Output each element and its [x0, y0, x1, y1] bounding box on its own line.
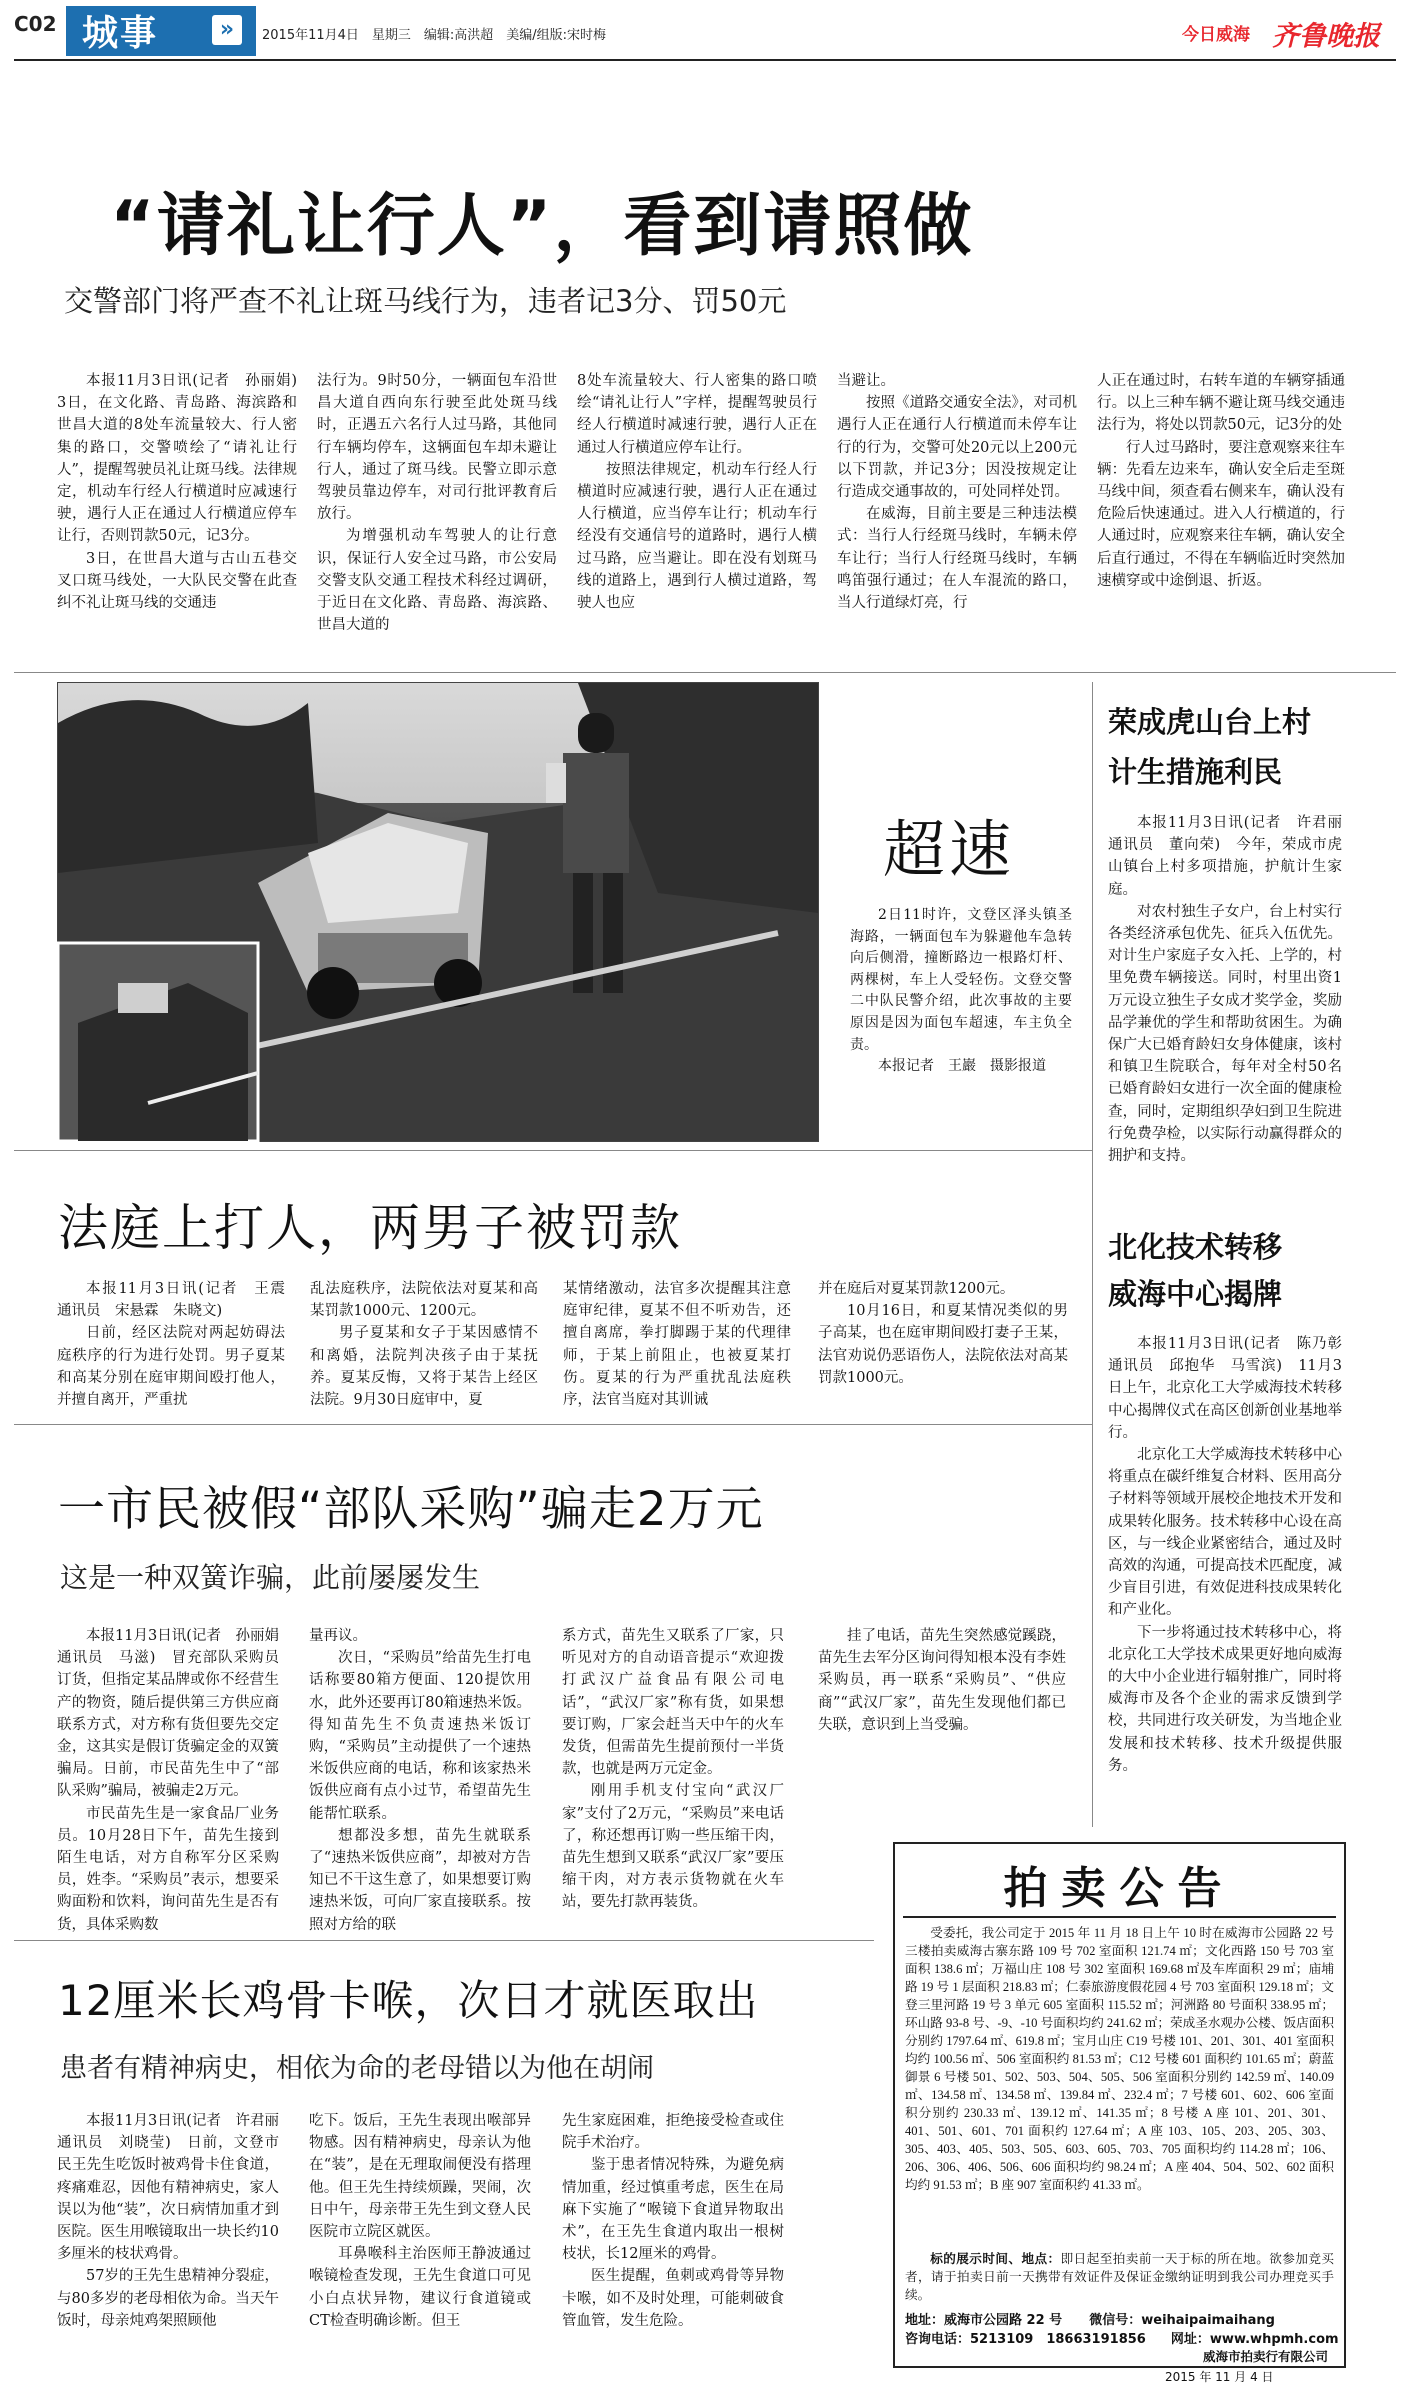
address-label: 地址：	[905, 2313, 945, 2328]
court-paragraph: 日前，经区法院对两起妨碍法庭秩序的行为进行处罚。男子夏某和高某分别在庭审期间殴打他人，并擅自离开，严重扰	[57, 1325, 285, 1409]
court-column-1	[57, 1278, 300, 1413]
lead-paragraph: 3日，在世昌大道与古山五巷交叉口斑马线处，一大队民交警在此查纠不礼让斑马线的交通违	[57, 550, 297, 612]
rongcheng-headline-2: 计生措施利民	[1108, 755, 1283, 789]
chicken-subhead: 患者有精神病史，相依为命的老母错以为他在胡闹	[60, 2053, 654, 2084]
lead-paragraph: 按照《道路交通安全法》，对司机遇行人正在通行人行横道而未停车让行的行为，交警可处20元以上200元以下罚款，并记3分；因没按规定让行造成交通事故的，可处同样处罚。	[837, 395, 1077, 501]
fraud-paragraph: 系方式，苗先生又联系了厂家，只听见对方的自动语音提示“欢迎拨打武汉广益食品有限公司电话”，“武汉厂家”称有货，如果想要订购，厂家会赶当天中午的火车发货，但需苗先生提前预付一半货款，也就是两万元定金。	[562, 1628, 784, 1778]
chicken-paragraph: 吃下。饭后，王先生表现出喉部异物感。因有精神病史，母亲认为他在“装”，是在无理取闹便没有搭理他。但王先生持续烦躁，哭闹，次日中午，母亲带王先生到文登人民医院市立院区就医。	[309, 2113, 531, 2241]
lead-column-4	[837, 370, 1077, 665]
fraud-paragraph: 想都没多想，苗先生就联系了“速热米饭供应商”，却被对方告知已不干这生意了，如果想要订购速热米饭，可向厂家直接联系。按照对方给的联	[309, 1827, 531, 1933]
beihua-paragraph: 本报11月3日讯(记者 陈乃彰 通讯员 邱抱华 马雪滨) 11月3日上午，北京化工大学威海技术转移中心揭牌仪式在高区创新创业基地举行。	[1108, 1336, 1357, 1441]
website-value[interactable]: www.whpmh.com	[1209, 2332, 1339, 2347]
court-paragraph: 并在庭后对夏某罚款1200元。	[818, 1281, 1015, 1297]
chicken-paragraph: 医生提醒，鱼刺或鸡骨等异物卡喉，如不及时处理，可能刺破食管血管，发生危险。	[562, 2268, 784, 2329]
section-divider	[14, 1424, 1092, 1425]
caption-credit: 本报记者 王巖 摄影报道	[878, 1058, 1046, 1075]
lead-paragraph: 本报11月3日讯(记者 孙丽娟) 3日，在文化路、青岛路、海滨路和世昌大道的8处车流量较大、行人密集的路口，交警喷绘了“请礼让行人”，提醒驾驶员礼让斑马线。法律规定，机动车行经人行横道时应减速行驶，遇行人正在通过人行横道应停车让行，否则罚款50元，记3分。	[57, 373, 312, 545]
rongcheng-headline-1: 荣成虎山台上村	[1108, 705, 1312, 739]
lead-paragraph: 按照法律规定，机动车行经人行横道时应减速行驶，遇行人正在通过人行横道，应当停车让行；机动车行经没有交通信号的道路时，遇行人横过马路，应当避让。即在没有划斑马线的道路上，遇到行人横过道路，驾驶人也应	[577, 461, 817, 612]
lead-subhead: 交警部门将严查不礼让斑马线行为，违者记3分、罚50元	[64, 284, 787, 318]
lead-column-5	[1097, 370, 1345, 665]
lead-paragraph: 在威海，目前主要是三种违法模式：当行人行经斑马线时，车辆未停车让行；当行人行经斑马线时，车辆鸣笛强行通过；在人车混流的路口，当人行道绿灯亮，行	[837, 506, 1077, 612]
court-column-3	[563, 1278, 791, 1413]
court-column-4	[818, 1278, 1068, 1413]
chicken-paragraph: 本报11月3日讯(记者 许君丽 通讯员 刘晓莹) 日前，文登市民王先生吃饭时被鸡骨卡住食道，疼痛难忍，因他有精神病史，家人误以为他“装”，次日病情加重才到医院。医生用喉镜取出一块长约10多厘米的枝状鸡骨。	[57, 2113, 294, 2263]
court-paragraph: 本报11月3日讯(记者 王震 通讯员 宋悬霖 朱晓文)	[57, 1281, 300, 1320]
speeding-caption	[850, 905, 1072, 1135]
rongcheng-paragraph: 对农村独生子女户，台上村实行各类经济承包优先、征兵入伍优先。对计生户家庭子女入托、上学的，村里免费车辆接送。同时，村里出资1万元设立独生子女成才奖学金，奖励品学兼优的学生和帮助贫困生。为确保广大已婚育龄妇女身体健康，该村和镇卫生院联合，每年对全村50名已婚育龄妇女进行一次全面的健康检查，同时，定期组织孕妇到卫生院进行免费孕检，以实际行动赢得群众的拥护和支持。	[1108, 903, 1342, 1165]
chicken-headline: 12厘米长鸡骨卡喉，次日才就医取出	[58, 1976, 759, 2025]
lead-column-2	[317, 370, 557, 665]
fraud-column-4	[818, 1625, 1066, 1785]
auction-title-rule	[903, 1916, 1336, 1918]
lead-paragraph: 为增强机动车驾驶人的让行意识，保证行人安全过马路，市公安局交警支队交通工程技术科经过调研，于近日在文化路、青岛路、海滨路、世昌大道的	[317, 528, 557, 634]
beihua-paragraph: 下一步将通过技术转移中心，将北京化工大学技术成果更好地向威海的大中小企业进行辐射推广，同时将威海市及各个企业的需求反馈到学校，共同进行攻关研发，为当地企业发展和技术转移、技术升级提供服务。	[1108, 1624, 1342, 1774]
phone-label: 咨询电话：	[905, 2332, 971, 2347]
beihua-body	[1108, 1333, 1357, 1818]
accident-photo	[57, 682, 819, 1142]
beihua-headline-2: 威海中心揭牌	[1108, 1277, 1283, 1311]
chicken-paragraph: 先生家庭困难，拒绝接受检查或住院手术治疗。	[562, 2113, 784, 2152]
section-divider	[14, 1940, 874, 1941]
right-column-divider	[1092, 682, 1093, 1827]
auction-notice	[893, 1842, 1346, 2368]
auction-exhibit-text: 即日起至拍卖前一天于标的所在地。欲参加竞买者，请于拍卖日前一天携带有效证件及保证金缴纳证明到我公司办理竞买手续。	[905, 2252, 1335, 2302]
website-label: 网址：	[1170, 2332, 1210, 2347]
fraud-paragraph: 次日，“采购员”给苗先生打电话称要80箱方便面、120提饮用水，此外还要再订80箱速热米饭。得知苗先生不负责速热米饭订购，“采购员”主动提供了一个速热米饭供应商的电话，称和该家热米饭供应商有点小过节，希望苗先生能帮忙联系。	[309, 1650, 531, 1822]
chicken-paragraph: 57岁的王先生患精神分裂症，与80多岁的老母相依为命。当天午饭时，母亲炖鸡架照顾他	[57, 2268, 279, 2329]
lead-column-1	[57, 370, 312, 665]
fraud-paragraph: 量再议。	[309, 1628, 367, 1644]
speeding-headline: 超速	[883, 813, 1016, 886]
court-column-2	[310, 1278, 538, 1413]
lead-paragraph: 法行为。9时50分，一辆面包车沿世昌大道自西向东行驶至此处斑马线时，正遇五六名行人过马路，其他同行车辆均停车，这辆面包车却未避让行人，通过了斑马线。民警立即示意驾驶员靠边停车，对司行批评教育后放行。	[317, 373, 557, 523]
auction-exhibit-label: 标的展示时间、地点：	[930, 2251, 1061, 2266]
rongcheng-body	[1108, 812, 1357, 1217]
beihua-headline-1: 北化技术转移	[1108, 1230, 1283, 1264]
auction-exhibit	[905, 2250, 1334, 2304]
auction-date: 2015 年 11 月 4 日	[1165, 2370, 1274, 2384]
section-divider	[14, 672, 1396, 673]
fraud-paragraph: 刚用手机支付宝向“武汉厂家”支付了2万元，“采购员”来电话了，称还想再订购一些压缩干肉，苗先生想到又联系“武汉厂家”要压缩干肉，对方表示货物就在火车站，要先打款再装货。	[562, 1783, 784, 1911]
beihua-paragraph: 北京化工大学威海技术转移中心将重点在碳纤维复合材料、医用高分子材料等领域开展校企地技术开发和成果转化服务。技术转移中心设在高区，与一线企业紧密结合，通过及时高效的沟通，可提高技术匹配度，减少盲目引进，有效促进科技成果转化和产业化。	[1108, 1447, 1342, 1619]
fraud-headline: 一市民被假“部队采购”骗走2万元	[58, 1482, 764, 1537]
auction-contact-row-2	[905, 2328, 1339, 2347]
chicken-column-2	[309, 2110, 531, 2378]
court-paragraph: 某情绪激动，法官多次提醒其注意庭审纪律，夏某不但不听劝告，还擅自离席，拳打脚踢于某的代理律师，于某上前阻止，也被夏某打伤。夏某的行为严重扰乱法庭秩序，法官当庭对其训诫	[563, 1281, 791, 1409]
fraud-column-3	[562, 1625, 784, 1935]
auction-body: 受委托，我公司定于 2015 年 11 月 18 日上午 10 时在威海市公园路 22 号三楼拍卖威海古寨东路 109 号 702 室面积 121.74 ㎡；文化西路 150 号 703 室面积 138.6 ㎡；万福山庄 108 号 302 室面积 169.68 ㎡及车库面积 29 ㎡；庙埔路 19 号 1 层面积 218.83 ㎡；仁泰旅游度假花园 4 号 703 室面积 129.18 ㎡；文登三里河路 19 号 3 单元 605 室面积 115.52 ㎡；河洲路 80 号面积 338.95 ㎡；环山路 93-8 号、-9、-10 号面积均约 241.62 ㎡；荣成圣水观办公楼、饭店面积分别约 1797.64 ㎡、619.8 ㎡；宝月山庄 C19 号楼 101、201、301、401 室面积均约 100.56 ㎡、506 室面积约 81.53 ㎡；C12 号楼 601 面积约 101.65 ㎡；蔚蓝御景 6 号楼 501、502、503、504、505、506 室面积分别约 142.59 ㎡、140.09 ㎡、134.58 ㎡、134.58 ㎡、139.84 ㎡、232.4 ㎡；7 号楼 601、602、606 室面积分别约 230.33 ㎡、139.12 ㎡、141.35 ㎡；8 号楼 A 座 101、201、301、401、501、601、701 面积约 127.64 ㎡；A 座 103、105、203、205、303、305、403、405、503、505、603、605、703、705 面积均约 114.28 ㎡；106、206、306、406、506、606 面积均约 98.24 ㎡；A 座 404、504、502、602 面积均约 91.53 ㎡；B 座 907 室面积约 41.33 ㎡。	[905, 1926, 1334, 2192]
wechat-label: 微信号：	[1089, 2313, 1142, 2328]
section-divider	[14, 1150, 1092, 1151]
phone-value: 5213109 18663191856	[970, 2332, 1146, 2347]
court-paragraph: 男子夏某和女子于某因感情不和离婚，法院判决孩子由于某抚养。夏某反悔，又将于某告上经区法院。9月30日庭审中，夏	[310, 1325, 538, 1409]
court-headline: 法庭上打人，两男子被罚款	[58, 1199, 682, 1257]
chicken-paragraph: 耳鼻喉科主治医师王静波通过喉镜检查发现，王先生食道口可见小白点状异物，建议行食道镜或CT检查明确诊断。但王	[309, 2246, 531, 2329]
double-chevron-icon: »	[212, 15, 242, 45]
lead-column-3	[577, 370, 817, 665]
rongcheng-paragraph: 本报11月3日讯(记者 许君丽 通讯员 董向荣) 今年，荣成市虎山镇台上村多项措施，护航计生家庭。	[1108, 815, 1357, 898]
wechat-value: weihaipaimaihang	[1141, 2313, 1275, 2328]
accident-photo-drawing	[58, 683, 818, 1141]
lead-paragraph: 行人过马路时，要注意观察来往车辆：先看左边来车，确认安全后走至斑马线中间，须查看右侧来车，确认没有危险后快速通过。进入人行横道的，行人通过时，应观察来往车辆，确认安全后直行通过，不得在车辆临近时突然加速横穿或中途倒退、折返。	[1097, 439, 1345, 589]
caption-text: 2日11时许，文登区泽头镇圣海路，一辆面包车为躲避他车急转向后侧滑，撞断路边一根路灯杆、两棵树，车上人受轻伤。文登交警二中队民警介绍，此次事故的主要原因是因为面包车超速，车主负全责。	[850, 907, 1072, 1053]
fraud-paragraph: 市民苗先生是一家食品厂业务员。10月28日下午，苗先生接到陌生电话，对方自称军分区采购员，姓李。“采购员”表示，想要采购面粉和饮料，询问苗先生是否有货，具体采购数	[57, 1805, 279, 1933]
fraud-paragraph: 挂了电话，苗先生突然感觉蹊跷，苗先生去军分区询问得知根本没有李姓采购员，再一联系“采购员”、“供应商”“武汉厂家”，苗先生发现他们都已失联，意识到上当受骗。	[818, 1628, 1066, 1733]
chicken-column-1	[57, 2110, 294, 2378]
chicken-paragraph: 鉴于患者情况特殊，为避免病情加重，经过慎重考虑，医生在局麻下实施了“喉镜下食道异物取出术”，在王先生食道内取出一根树枝状，长12厘米的鸡骨。	[562, 2157, 784, 2263]
fraud-subhead: 这是一种双簧诈骗，此前屡屡发生	[60, 1561, 481, 1594]
fraud-column-1	[57, 1625, 294, 1935]
fraud-paragraph: 本报11月3日讯(记者 孙丽娟 通讯员 马滋) 冒充部队采购员订货，但指定某品牌或你不经营生产的物资，随后提供第三方供应商联系方式，对方称有货但要先交定金，这其实是假订货骗定金的双簧骗局。日前，市民苗先生中了“部队采购”骗局，被骗走2万元。	[57, 1628, 294, 1800]
court-paragraph: 10月16日，和夏某情况类似的男子高某，也在庭审期间殴打妻子王某，法官劝说仍恶语伤人，法院依法对高某罚款1000元。	[818, 1303, 1068, 1386]
chicken-column-3	[562, 2110, 784, 2378]
auction-company: 威海市拍卖行有限公司	[1202, 2349, 1328, 2364]
address-value: 威海市公园路 22 号	[944, 2313, 1063, 2328]
auction-contact-row-1	[905, 2309, 1275, 2328]
date-line: 2015年11月4日 星期三 编辑:高洪超 美编/组版:宋时梅	[262, 28, 607, 43]
page-code: C02	[14, 12, 57, 36]
fraud-column-2	[309, 1625, 531, 1935]
lead-paragraph: 人正在通过时，右转车道的车辆穿插通行。以上三种车辆不避让斑马线交通违法行为，将处以罚款50元，记3分的处	[1097, 373, 1345, 434]
lead-paragraph: 当避让。	[837, 373, 895, 389]
lead-headline: “请礼让行人”，看到请照做	[110, 187, 974, 266]
column-name: 今日威海	[1182, 25, 1250, 45]
lead-paragraph: 8处车流量较大、行人密集的路口喷绘“请礼让行人”字样，提醒驾驶员行经人行横道时减速行驶，遇行人正在通过人行横道应停车让行。	[577, 373, 817, 456]
auction-title: 拍卖公告	[1003, 1863, 1236, 1914]
paper-logo: 齐鲁晚报	[1272, 21, 1380, 52]
masthead-rule	[14, 59, 1396, 61]
court-paragraph: 乱法庭秩序，法院依法对夏某和高某罚款1000元、1200元。	[310, 1281, 538, 1320]
section-title: 城事	[82, 13, 159, 54]
